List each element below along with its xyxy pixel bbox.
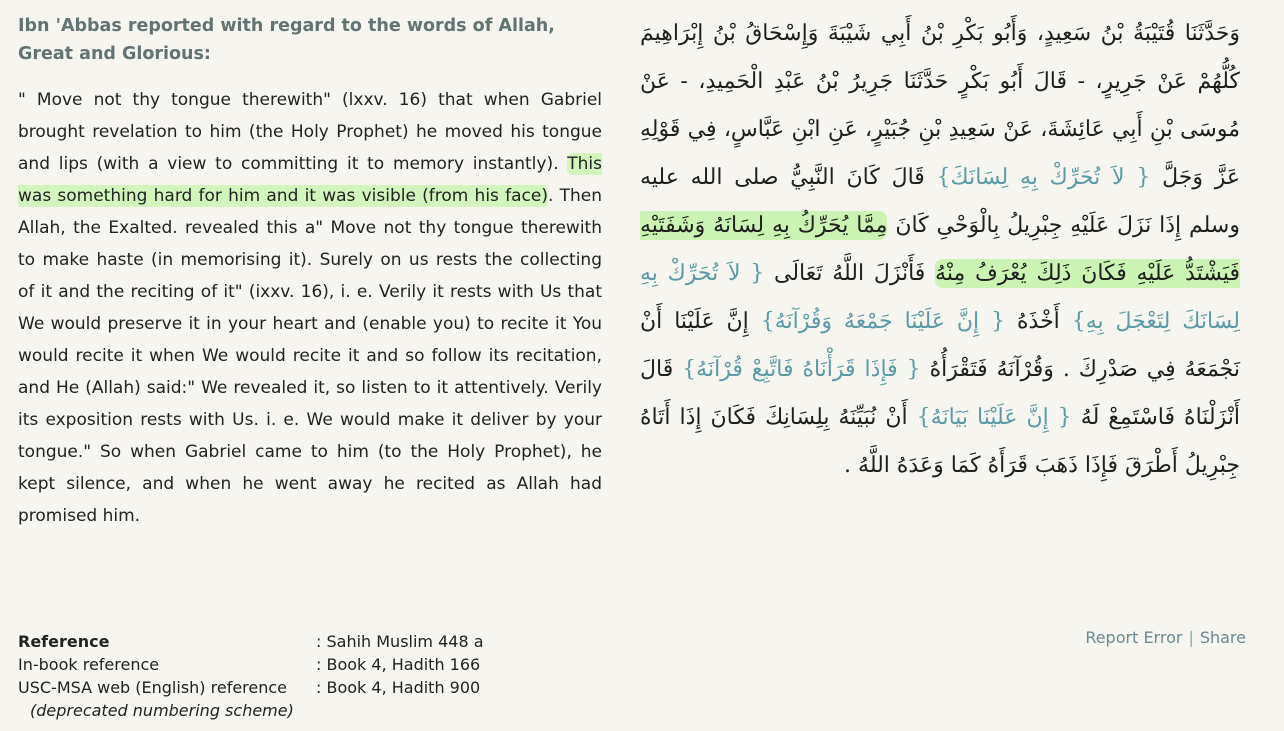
usc-msa-reference-label: USC-MSA web (English) reference — [18, 678, 288, 697]
english-text-after: . Then Allah, the Exalted. revealed this a" Move not thy tongue therewith to make haste (in memorising it). Surely on us rests the collecting of it and the reciting of it" (ixxv. 16), i. e. Verily it rests with Us that We would preserve it in your heart and (enable you) to recite it You would recite it when We would recite it and so follow its recitation, and He (Allah) said:" We revealed it, so listen to it attentively. Verily its exposition rests with Us. i. e. We would make it deliver by your tongue." So when Gabriel came to him (to the Holy Prophet), he kept silence, and when he went away he recited as Allah had promised him. — [18, 186, 602, 526]
reference-value: : Sahih Muslim 448 a — [316, 632, 484, 651]
arabic-ayah-3: { إِنَّ عَلَيْنَا جَمْعَهُ وَقُرْآنَهُ} — [760, 309, 1006, 334]
arabic-ayah-5: { إِنَّ عَلَيْنَا بَيَانَهُ} — [916, 405, 1072, 430]
inbook-reference-row — [18, 653, 484, 676]
arabic-highlighted-text: مِمَّا يُحَرِّكُ بِهِ لِسَانَهُ وَشَفَتَيْهِ فَيَشْتَدُّ عَلَيْهِ فَكَانَ ذَلِكَ يُعْرَفُ مِنْهُ — [640, 213, 1240, 286]
english-text-before: " Move not thy tongue therewith" (lxxv. 16) that when Gabriel brought revelation to him (the Holy Prophet) he moved his tongue and lips (with a view to committing it to memory instantly). — [18, 90, 602, 174]
actions-separator: | — [1188, 628, 1194, 647]
english-translation — [18, 12, 602, 532]
narrator-line: Ibn 'Abbas reported with regard to the words of Allah, Great and Glorious: — [18, 16, 555, 64]
inbook-reference-label: In-book reference — [18, 655, 160, 674]
reference-row — [18, 630, 484, 653]
usc-msa-reference-row — [18, 676, 484, 699]
arabic-part-3: فَأَنْزَلَ اللَّهُ تَعَالَى — [764, 261, 936, 286]
arabic-part-4: أَخْذَهُ — [1005, 309, 1072, 334]
arabic-part-2: قَالَ كَانَ النَّبِيُّ صلى الله عليه وسلم إِذَا نَزَلَ عَلَيْهِ جِبْرِيلُ بِالْوَحْىِ كَانَ — [640, 165, 1240, 238]
arabic-ayah-1: { لاَ تُحَرِّكْ بِهِ لِسَانَكَ} — [936, 165, 1151, 190]
reference-label: Reference — [18, 632, 110, 651]
share-link[interactable]: Share — [1199, 628, 1246, 647]
reference-block — [18, 630, 484, 722]
deprecated-numbering-note: (deprecated numbering scheme) — [30, 701, 294, 720]
arabic-part-5: إِنَّ عَلَيْنَا أَنْ نَجْمَعَهُ فِي صَدْرِكَ . وَقُرْآنَهُ فَتَقْرَأُهُ — [640, 309, 1241, 382]
english-hadith-text — [18, 84, 602, 532]
arabic-part-1: وَحَدَّثَنَا قُتَيْبَةُ بْنُ سَعِيدٍ، وَأَبُو بَكْرِ بْنُ أَبِي شَيْبَةَ وَإِسْحَاقُ بْنُ إِبْرَاهِيمَ كُلُّهُمْ عَنْ جَرِيرٍ، - قَالَ أَبُو بَكْرٍ حَدَّثَنَا جَرِيرُ بْنُ عَبْدِ الْحَمِيدِ، - عَنْ مُوسَى بْنِ أَبِي عَائِشَةَ، عَنْ سَعِيدِ بْنِ جُبَيْرٍ، عَنِ ابْنِ عَبَّاسٍ، فِي قَوْلِهِ عَزَّ وَجَلَّ — [640, 21, 1240, 190]
usc-msa-reference-value: : Book 4, Hadith 900 — [316, 678, 481, 697]
arabic-ayah-2: { لاَ تُحَرِّكْ بِهِ لِسَانَكَ لِتَعْجَلَ بِهِ} — [640, 261, 1240, 334]
arabic-ayah-4: { فَإِذَا قَرَأْنَاهُ فَاتَّبِعْ قُرْآنَهُ} — [682, 357, 921, 382]
inbook-reference-value: : Book 4, Hadith 166 — [316, 655, 481, 674]
report-error-link[interactable]: Report Error — [1085, 628, 1183, 647]
arabic-part-6: قَالَ أَنْزَلْنَاهُ فَاسْتَمِعْ لَهُ — [640, 357, 1240, 430]
arabic-part-7: أَنْ نُبَيِّنَهُ بِلِسَانِكَ فَكَانَ إِذَا أَتَاهُ جِبْرِيلُ أَطْرَقَ فَإِذَا ذَهَبَ قَرَأَهُ كَمَا وَعَدَهُ اللَّهُ . — [640, 405, 1240, 478]
arabic-hadith-text — [640, 10, 1240, 490]
english-highlighted-text: This was something hard for him and it was visible (from his face) — [18, 154, 602, 206]
hadith-actions — [1085, 628, 1246, 647]
